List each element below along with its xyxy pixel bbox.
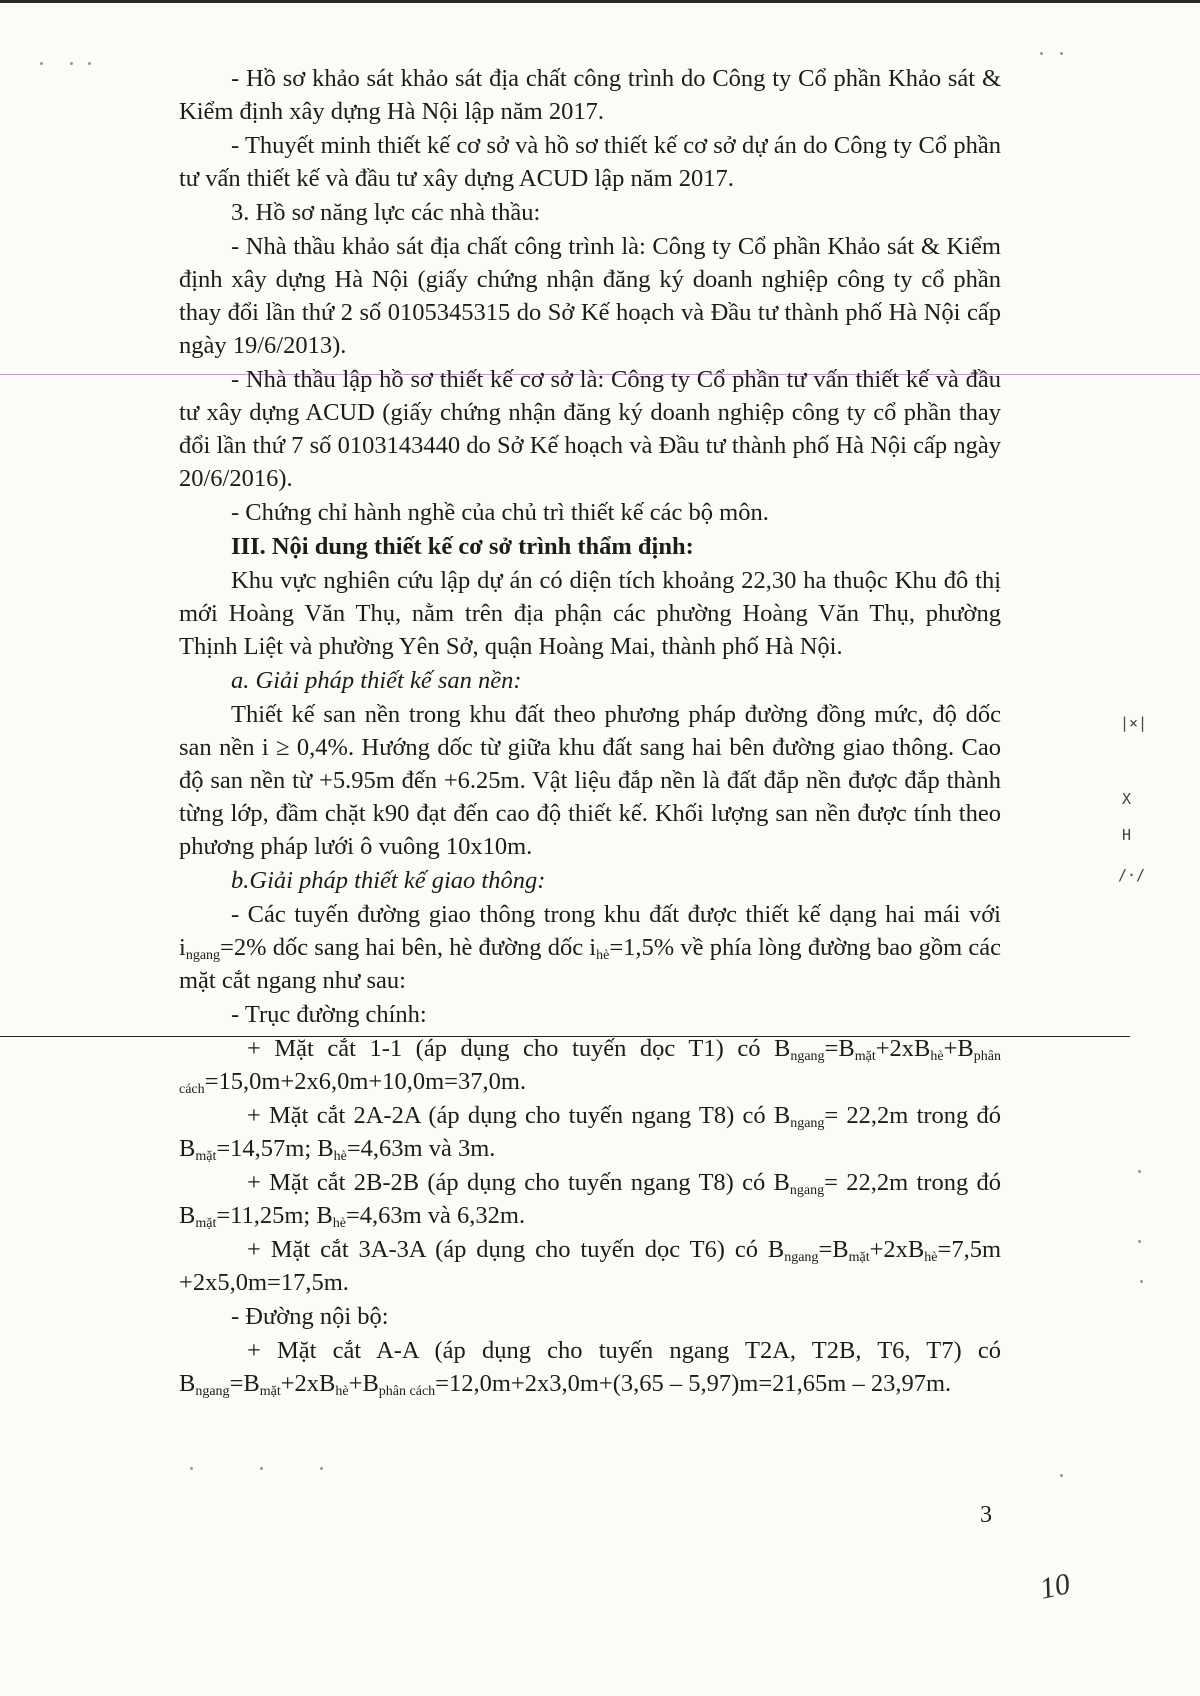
section-1-1: + Mặt cắt 1-1 (áp dụng cho tuyến dọc T1) có $B_{ngang}=B_{mặt}+2xB_{hè}+B_{phân cách}=15,0m+2x6,0m+10,0m=37,0m$. [179,1035,1001,1097]
paragraph: Thiết kế san nền trong khu đất theo phương pháp đường đồng mức, độ dốc san nền i ≥ 0,4%. Hướng dốc từ giữa khu đất sang hai bên đường giao thông. Cao độ san nền từ +5.95m đến +6.25m. Vật liệu đắp nền là đất đắp nền được đắp thành từng lớp, đầm chặt k90 đạt đến cao độ thiết kế. Khối lượng san nền được tính theo phương pháp lưới ô vuông 10x10m. [179,701,1001,860]
margin-scan-mark: X [1122,790,1132,808]
page-number: 3 [980,1502,992,1528]
internal-road-heading: - Đường nội bộ: [231,1303,389,1330]
scan-speck [1138,1170,1141,1173]
document-page [179,62,1001,1401]
paragraph: 3. Hồ sơ năng lực các nhà thầu: [231,199,541,226]
handwritten-mark: 10 [1036,1567,1073,1606]
section-a-a: + Mặt cắt A-A (áp dụng cho tuyến ngang T2A, T2B, T6, T7) có $B_{ngang}=B_{mặt}+2xB_{hè}+B_{phân cách}=12,0m+2x3,0m+(3,65 - 5,97)m=21,65m - 23,97m$. [179,1337,1001,1399]
subsection-heading: a. Giải pháp thiết kế san nền: [231,667,522,694]
scan-speck [260,1467,263,1470]
paragraph: - Hồ sơ khảo sát khảo sát địa chất công trình do Công ty Cổ phần Khảo sát & Kiểm định xây dựng Hà Nội lập năm 2017. [179,65,1001,125]
section-2a-2a: + Mặt cắt 2A-2A (áp dụng cho tuyến ngang T8) có $B_{ngang}= 22,2m$ trong đó $B_{mặt}=14,57m$; $B_{hè}=4,63m$ và 3m. [179,1102,1001,1164]
scan-top-edge [0,0,1200,3]
paragraph: - Nhà thầu khảo sát địa chất công trình là: Công ty Cổ phần Khảo sát & Kiểm định xây dựng Hà Nội (giấy chứng nhận đăng ký doanh nghiệp công ty cổ phần thay đổi lần thứ 2 số 0105345315 do Sở Kế hoạch và Đầu tư thành phố Hà Nội cấp ngày 19/6/2013). [179,233,1001,359]
paragraph: Khu vực nghiên cứu lập dự án có diện tích khoảng 22,30 ha thuộc Khu đô thị mới Hoàng Văn Thụ, nằm trên địa phận các phường Hoàng Văn Thụ, phường Thịnh Liệt và phường Yên Sở, quận Hoàng Mai, thành phố Hà Nội. [179,567,1001,660]
paragraph: - Nhà thầu lập hồ sơ thiết kế cơ sở là: Công ty Cổ phần tư vấn thiết kế và đầu tư xây dựng ACUD (giấy chứng nhận đăng ký doanh nghiệp công ty cổ phần thay đổi lần thứ 7 số 0103143440 do Sở Kế hoạch và Đầu tư thành phố Hà Nội cấp ngày 20/6/2016). [179,366,1001,492]
paragraph-list [179,62,1001,897]
scan-speck [1060,52,1063,55]
scan-speck [1140,1280,1143,1283]
margin-scan-mark: /·/ [1118,866,1146,884]
section-3a-3a: + Mặt cắt 3A-3A (áp dụng cho tuyến dọc T6) có $B_{ngang}=B_{mặt}+2xB_{hè}=7,5m +2x5,0m=17,5m$. [179,1236,1001,1296]
scan-speck [1060,1474,1063,1477]
scan-speck [1138,1240,1141,1243]
scan-speck [40,62,43,65]
margin-scan-mark: H [1122,826,1132,844]
road-intro: - Các tuyến đường giao thông trong khu đất được thiết kế dạng hai mái với $i_{ngang}=2\%$ dốc sang hai bên, hè đường dốc $i_{hè}=1,5\%$ về phía lòng đường bao gồm các mặt cắt ngang như sau: [179,901,1001,994]
margin-scan-mark: |×| [1120,714,1148,732]
scan-speck [320,1467,323,1470]
main-road-heading: - Trục đường chính: [231,1001,427,1028]
section-heading: III. Nội dung thiết kế cơ sở trình thẩm định: [231,533,694,560]
scan-speck [1040,52,1043,55]
subsection-heading: b.Giải pháp thiết kế giao thông: [231,867,546,894]
paragraph: - Thuyết minh thiết kế cơ sở và hồ sơ thiết kế cơ sở dự án do Công ty Cổ phần tư vấn thiết kế và đầu tư xây dựng ACUD lập năm 2017. [179,132,1001,192]
section-2b-2b: + Mặt cắt 2B-2B (áp dụng cho tuyến ngang T8) có $B_{ngang}= 22,2m$ trong đó $B_{mặt}=11,25m$; $B_{hè}=4,63m$ và 6,32m. [179,1169,1002,1231]
paragraph: - Chứng chỉ hành nghề của chủ trì thiết kế các bộ môn. [231,499,769,526]
scan-speck [190,1467,193,1470]
scan-speck [70,62,73,65]
scan-speck [88,62,91,65]
